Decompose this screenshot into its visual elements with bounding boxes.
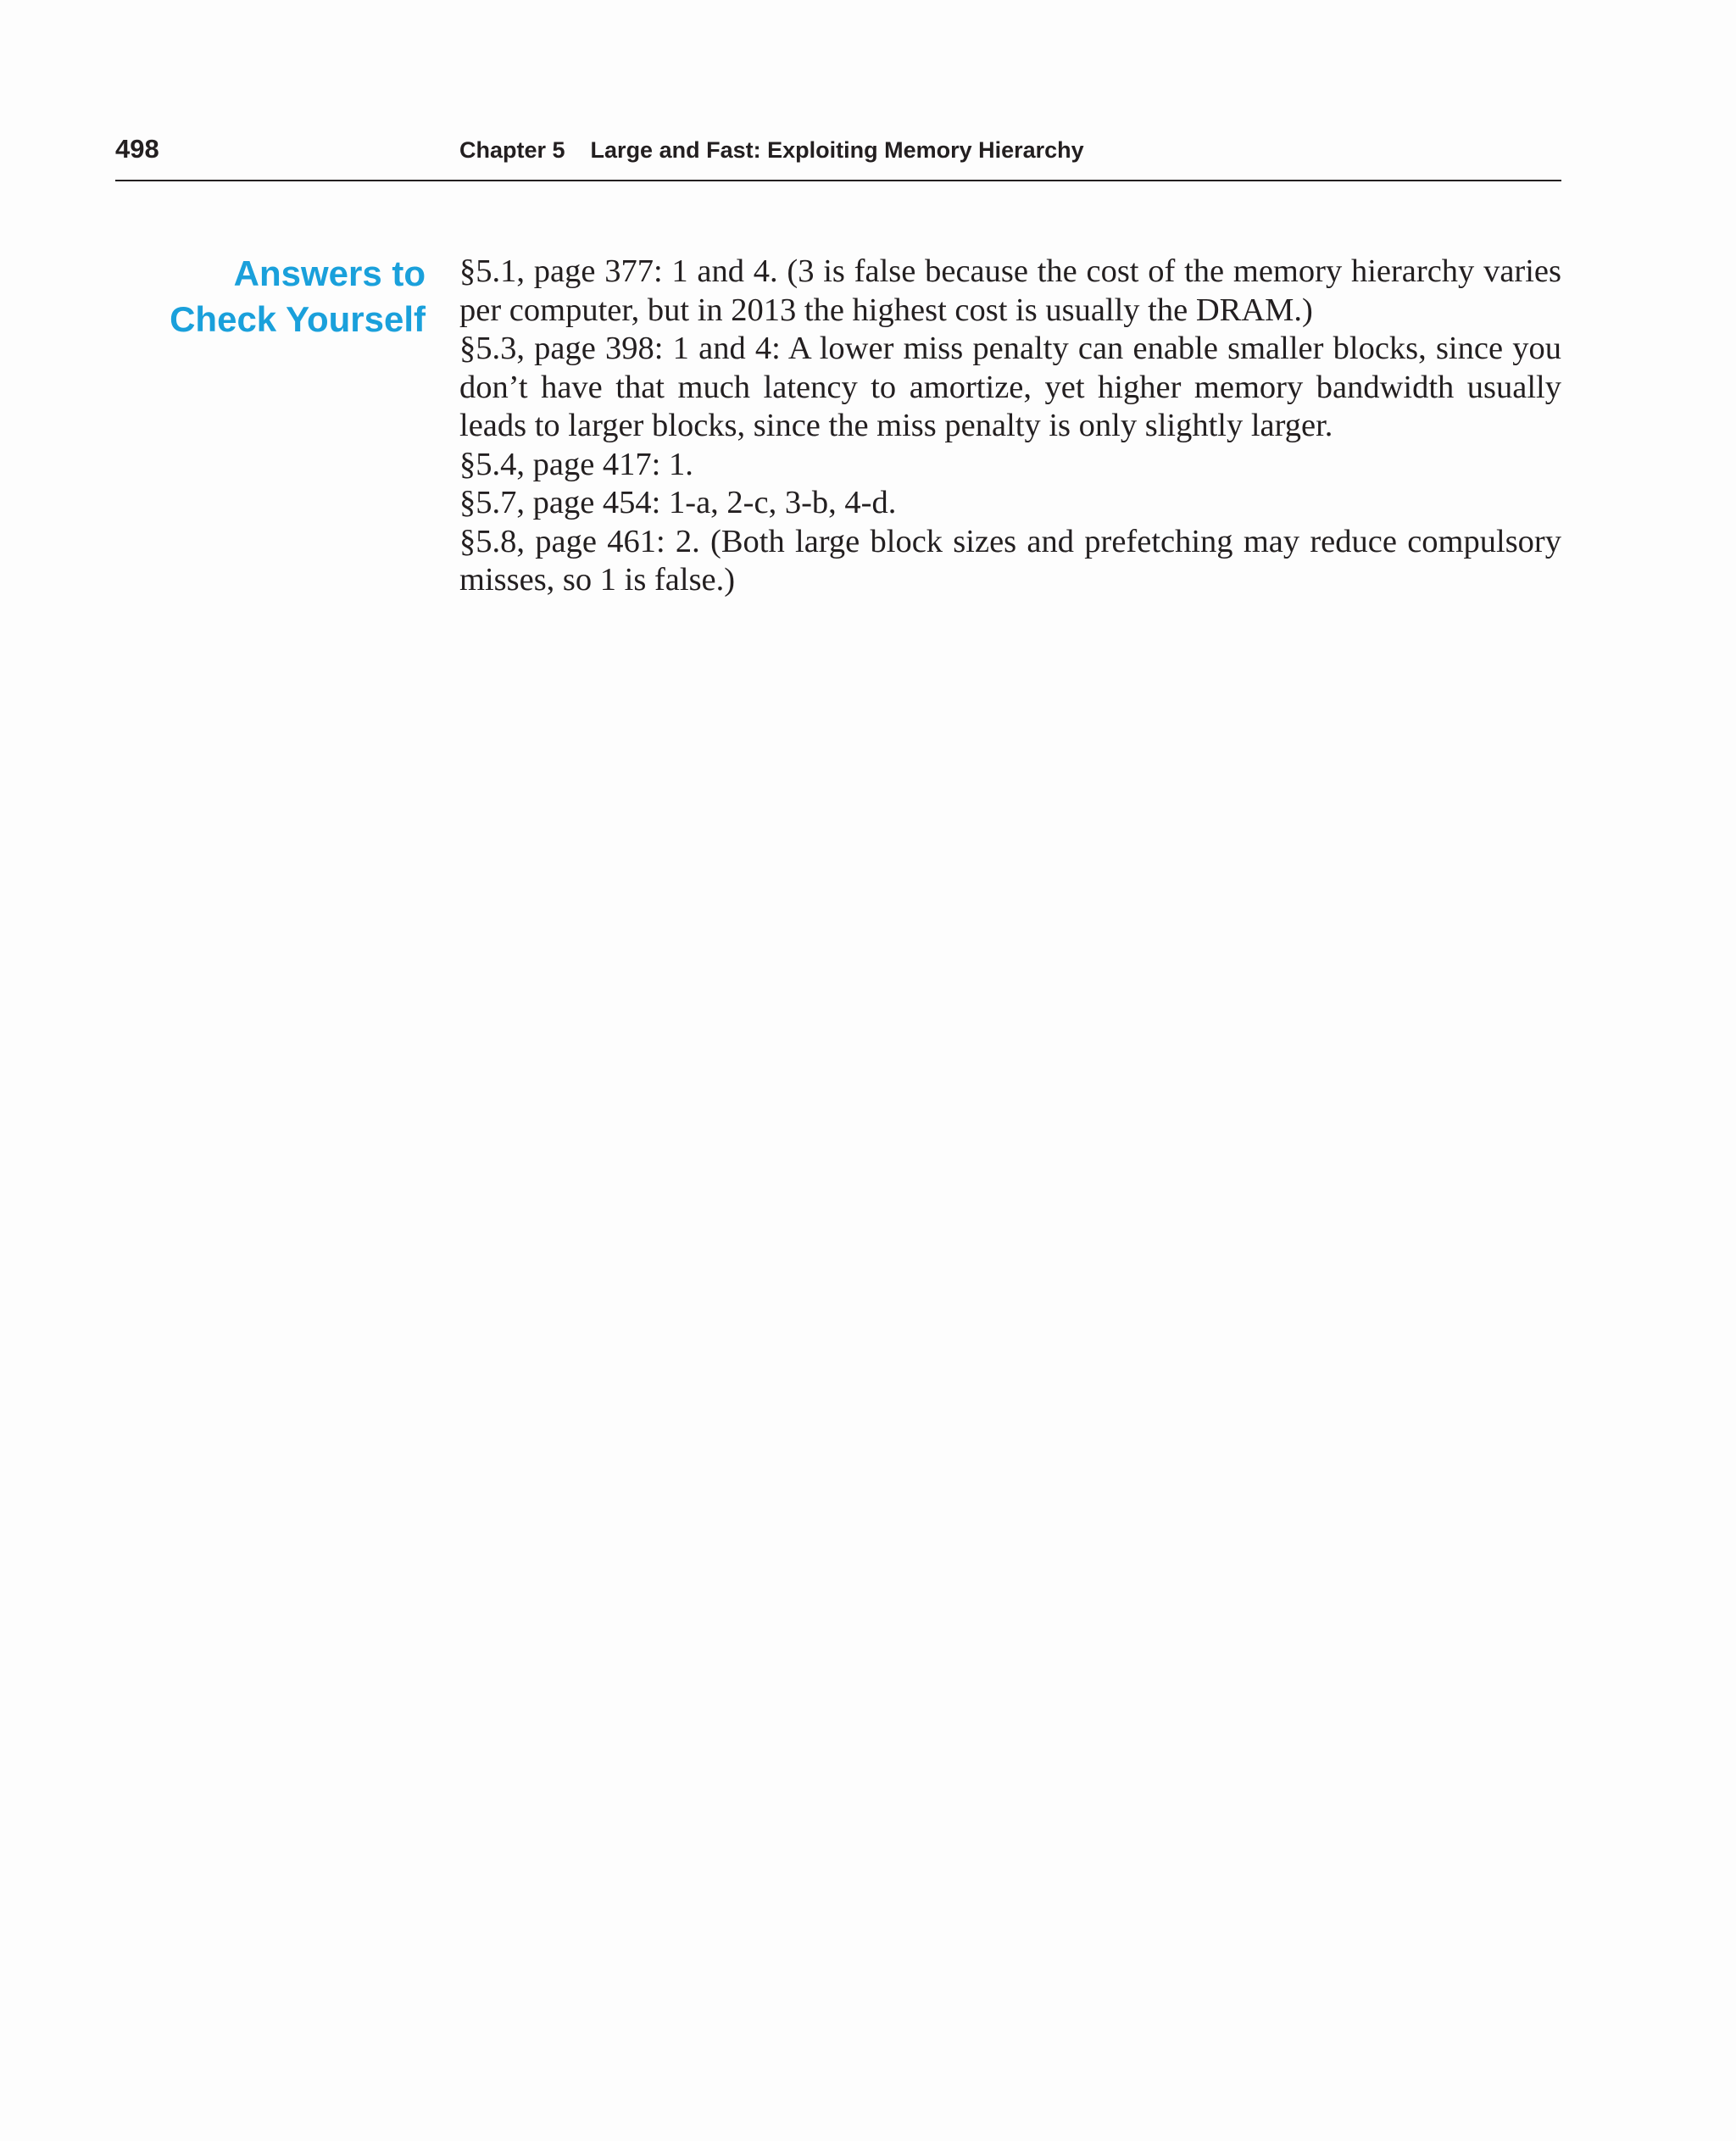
answer-item: §5.8, page 461: 2. (Both large block sizes and prefetching may reduce compulsory misses, so 1 is false.) — [459, 523, 1561, 598]
answer-item: §5.1, page 377: 1 and 4. (3 is false because the cost of the memory hierarchy varies per computer, but in 2013 the highest cost is usually the DRAM.) — [459, 253, 1561, 328]
running-header — [115, 134, 1561, 178]
chapter-title: Large and Fast: Exploiting Memory Hierarchy — [590, 137, 1084, 163]
sidebar-heading-line-2: Check Yourself — [170, 299, 426, 339]
chapter-label: Chapter 5 — [459, 137, 565, 163]
answer-item: §5.7, page 454: 1-a, 2-c, 3-b, 4-d. — [459, 485, 897, 520]
answer-item: §5.3, page 398: 1 and 4: A lower miss penalty can enable smaller blocks, since you don’t have that much latency to amortize, yet higher memory bandwidth usually leads to larger blocks, since the miss penalty is only slightly larger. — [459, 331, 1561, 443]
page-number: 498 — [115, 134, 159, 164]
answers-list — [459, 253, 1561, 600]
header-rule — [115, 180, 1561, 181]
sidebar-heading-line-1: Answers to — [233, 253, 426, 293]
sidebar-heading — [120, 251, 426, 342]
answer-item: §5.4, page 417: 1. — [459, 446, 693, 482]
running-head — [459, 137, 1084, 164]
